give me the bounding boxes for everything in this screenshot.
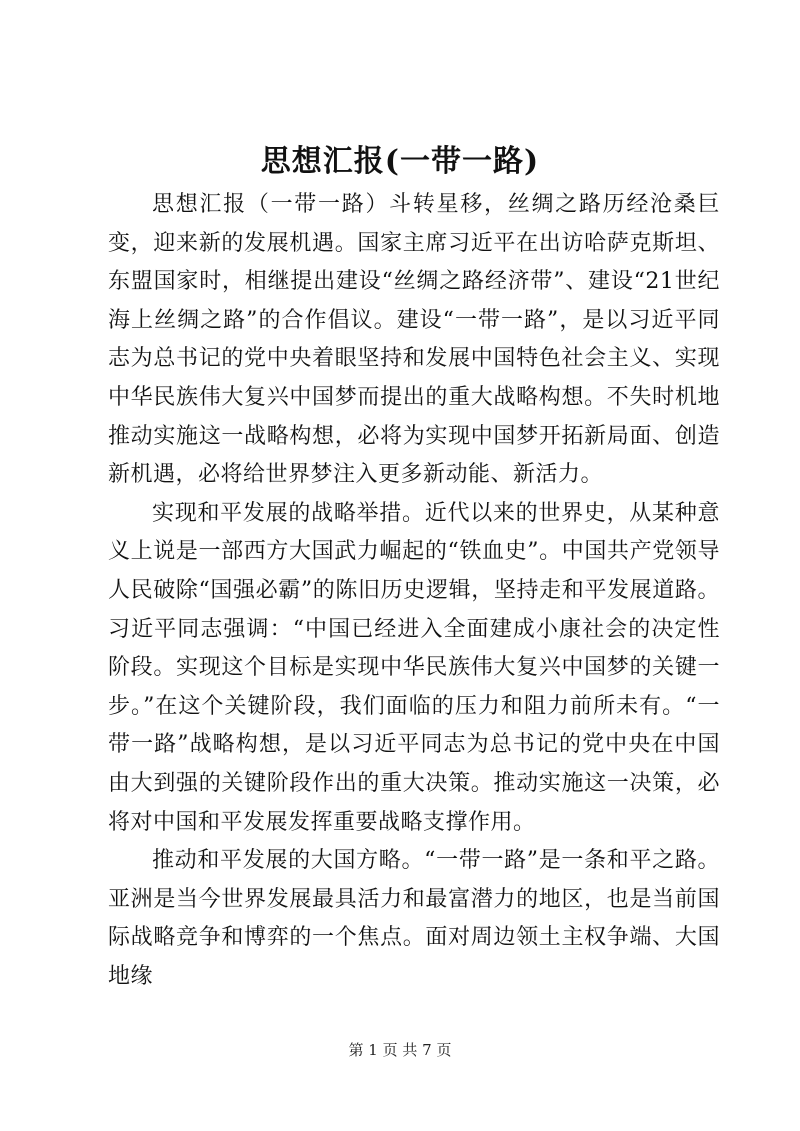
paragraph-3: 推动和平发展的大国方略。“一带一路”是一条和平之路。亚洲是当今世界发展最具活力和最富潜力的地区，也是当前国际战略竞争和博弈的一个焦点。面对周边领土主权争端、大国地缘 (108, 848, 720, 989)
document-title: 思想汇报(一带一路) (260, 144, 540, 179)
paragraph-2: 实现和平发展的战略举措。近代以来的世界史，从某种意义上说是一部西方大国武力崛起的“铁血史”。中国共产党领导人民破除“国强必霸”的陈旧历史逻辑，坚持走和平发展道路。习近平同志强调：“中国已经进入全面建成小康社会的决定性阶段。实现这个目标是实现中华民族伟大复兴中国梦的关键一步。”在这个关键阶段，我们面临的压力和阻力前所未有。“一带一路”战略构想，是以习近平同志为总书记的党中央在中国由大到强的关键阶段作出的重大决策。推动实施这一决策，必将对中国和平发展发挥重要战略支撑作用。 (108, 500, 720, 835)
paragraph-1: 思想汇报（一带一路）斗转星移，丝绸之路历经沧桑巨变，迎来新的发展机遇。国家主席习近平在出访哈萨克斯坦、东盟国家时，相继提出建设“丝绸之路经济带”、建设“21世纪海上丝绸之路”的合作倡议。建设“一带一路”，是以习近平同志为总书记的党中央着眼坚持和发展中国特色社会主义、实现中华民族伟大复兴中国梦而提出的重大战略构想。不失时机地推动实施这一战略构想，必将为实现中国梦开拓新局面、创造新机遇，必将给世界梦注入更多新动能、新活力。 (108, 192, 720, 488)
page-footer: 第 1 页 共 7 页 (348, 1041, 452, 1059)
document-body (108, 186, 720, 996)
